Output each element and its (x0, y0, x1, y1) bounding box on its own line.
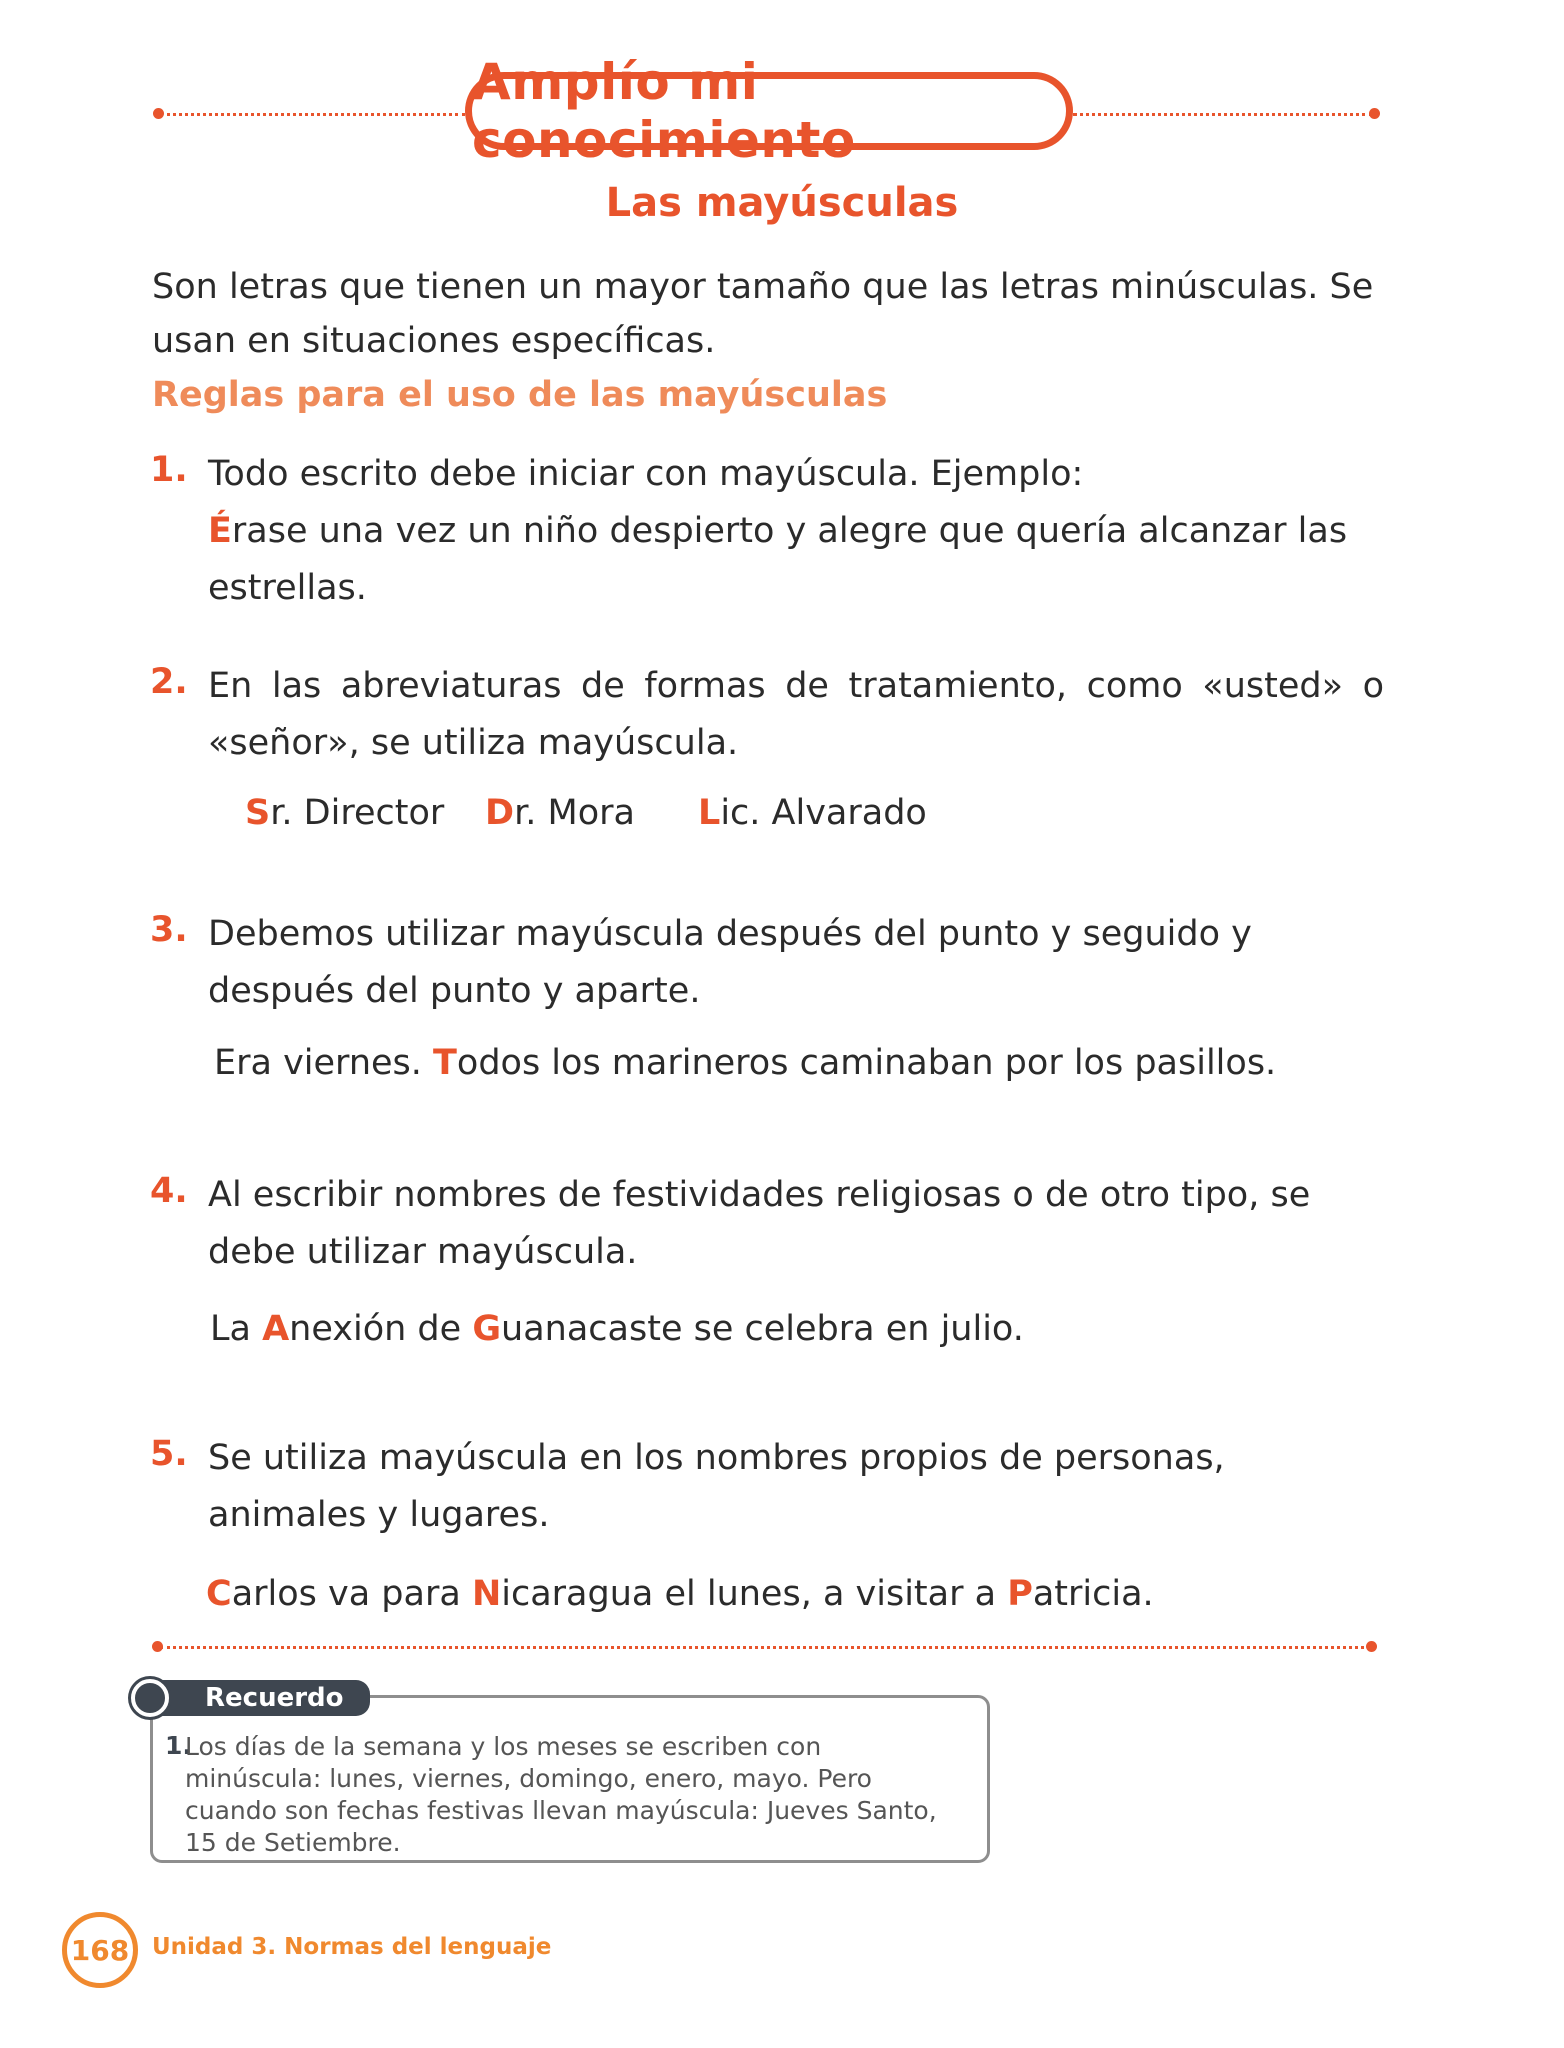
recuerdo-number: 1. (165, 1731, 192, 1760)
rule-5-text: Se utiliza mayúscula en los nombres propios de personas, animales y lugares. (208, 1438, 1225, 1535)
rule-2-text: En las abreviaturas de formas de tratamiento, como «usted» o «señor», se utiliza mayúscula. (208, 666, 1384, 763)
rule-3-example (214, 1043, 1276, 1083)
rule-2-example-1-capital: S (245, 793, 271, 833)
rule-2-example-3-capital: L (698, 793, 721, 833)
recuerdo-text: Los días de la semana y los meses se escriben con minúscula: lunes, viernes, domingo, enero, mayo. Pero cuando son fechas festivas llevan mayúscula: Jueves Santo, 15 de Setiembre. (185, 1732, 937, 1857)
divider-dot-left (152, 1641, 163, 1652)
rule-1-example-capital: É (208, 511, 232, 551)
rule-1-example-rest: rase una vez un niño despierto y alegre que quería alcanzar las estrellas. (208, 511, 1348, 608)
rule-3-text: Debemos utilizar mayúscula después del punto y seguido y después del punto y aparte. (208, 914, 1252, 1011)
rule-2-example-2-capital: D (485, 793, 515, 833)
rule-5-example-part-2: icaragua el lunes, a visitar a (501, 1574, 1008, 1614)
rule-4-number: 4. (150, 1171, 188, 1211)
rule-4-example-capital-2: G (472, 1309, 502, 1349)
rule-1-example (208, 503, 1384, 617)
rule-4-example-end: uanacaste se celebra en julio. (501, 1309, 1024, 1349)
rule-1-text (208, 446, 1384, 617)
rule-2-example-1 (245, 793, 444, 833)
rule-2-example-2 (485, 793, 635, 833)
header-dot-right (1369, 108, 1380, 119)
header-dotted-line-right (1073, 113, 1373, 116)
rule-2-example-2-rest: r. Mora (514, 793, 635, 833)
rule-5-example (206, 1574, 1154, 1614)
rule-4-example-start: La (210, 1309, 263, 1349)
rule-3-example-rest: odos los marineros caminaban por los pasillos. (456, 1043, 1277, 1083)
rule-5-number: 5. (150, 1434, 188, 1474)
rule-2-number: 2. (150, 662, 188, 702)
page-subtitle: Las mayúsculas (605, 180, 959, 226)
rule-4-example-middle: nexión de (289, 1309, 473, 1349)
rule-5-example-part-1: arlos va para (231, 1574, 472, 1614)
rule-2-example-3-rest: ic. Alvarado (720, 793, 927, 833)
rule-5-example-capital-3: P (1007, 1574, 1033, 1614)
header-dot-left (153, 108, 164, 119)
rule-5-example-capital-2: N (471, 1574, 502, 1614)
rule-4-example (210, 1309, 1024, 1349)
rule-3-example-capital: T (433, 1043, 457, 1083)
divider-dot-right (1366, 1641, 1377, 1652)
rule-3-number: 3. (150, 910, 188, 950)
section-title: Amplío mi conocimiento (465, 72, 1073, 150)
recuerdo-circle-icon (131, 1679, 169, 1717)
rule-2-example-1-rest: r. Director (270, 793, 445, 833)
rule-5-example-part-3: atricia. (1032, 1574, 1154, 1614)
rule-2-example-3 (698, 793, 927, 833)
page-number: 168 (62, 1912, 138, 1988)
section-divider-line (160, 1646, 1370, 1649)
rule-3-example-start: Era viernes. (214, 1043, 434, 1083)
rule-5-example-capital-1: C (206, 1574, 232, 1614)
rule-1-number: 1. (150, 450, 188, 490)
rule-1-statement: Todo escrito debe iniciar con mayúscula. Ejemplo: (208, 454, 1084, 494)
recuerdo-label: Recuerdo (205, 1683, 344, 1713)
rule-4-example-capital-1: A (262, 1309, 290, 1349)
rule-4-text: Al escribir nombres de festividades religiosas o de otro tipo, se debe utilizar mayúscula. (208, 1175, 1311, 1272)
rules-heading: Reglas para el uso de las mayúsculas (152, 375, 888, 415)
intro-paragraph: Son letras que tienen un mayor tamaño que las letras minúsculas. Se usan en situaciones específicas. (152, 267, 1374, 361)
unit-label: Unidad 3. Normas del lenguaje (152, 1934, 552, 1960)
header-dotted-line-left (160, 113, 465, 116)
